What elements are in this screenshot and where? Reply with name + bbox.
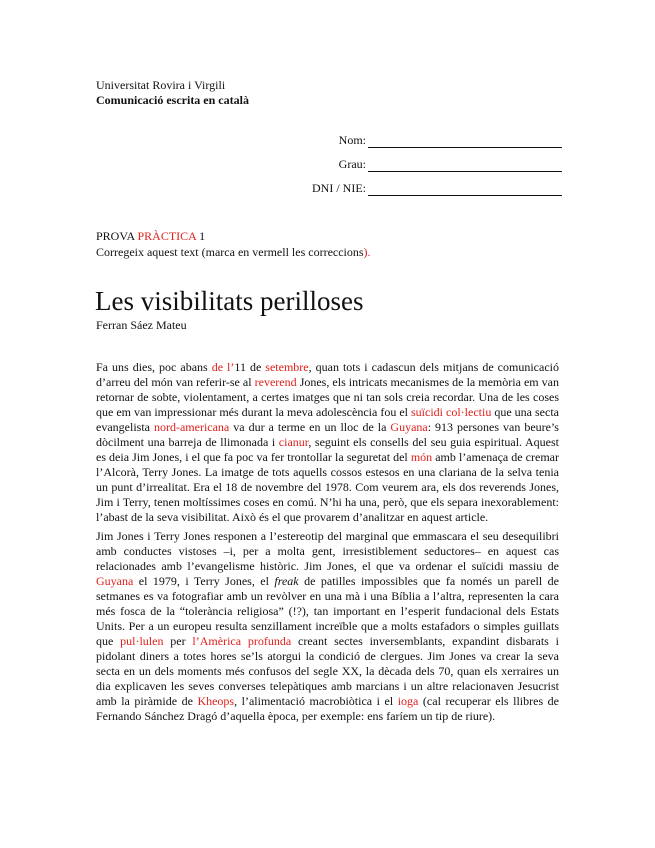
text-run: el 1979, i Terry Jones, el [133,574,275,588]
id-label: DNI / NIE: [312,181,366,195]
corrected-text: món [410,450,433,464]
text-run: va dur a terme en un lloc de la [229,420,391,434]
instruction-correction: ). [363,245,371,259]
corrected-text: de l’ [211,360,235,374]
text-run: de patilles impossibles que fa només un parell de setmanes es va fotografiar amb un revòlver en una mà i una Bíblia a l’altra, representen la cara més fosca de la “tolerància religiosa” (!?), tan important en l’esperit fundacional dels Estats Units. Per a un europeu resulta senzillament increïble que a molts estafadors o simples guillats que [96,574,559,648]
text-run: freak [274,574,299,588]
text-run: Jones, els intricats mecanismes de la memòria em van retornar de sobte, violentament, a certes imatges que ni tan sols creia recordar. Una de les coses que em van impressionar més durant la meva adolescència fou el [96,375,560,419]
corrected-text: ioga [397,694,419,708]
corrected-text: suïcidi col·lectiu [411,405,492,419]
document-header [96,78,249,108]
grade-blank-line [368,158,562,172]
practica-label: PRÀCTICA [137,229,197,243]
paragraph-1 [96,360,559,525]
student-fields [300,128,562,200]
text-run: , quan tots i cadascun dels mitjans de comunicació d’arreu del món van referir-se al [96,360,559,389]
university-name: Universitat Rovira i Virgili [96,78,226,92]
exercise-instruction [96,244,371,260]
corrected-text: pul·lulen [120,634,164,648]
text-run: : 913 persones van beure’s dòcilment una barreja de llimonada i [96,420,559,449]
corrected-text: setembre [265,360,309,374]
corrected-text: Guyana [390,420,428,434]
name-label: Nom: [338,133,366,147]
exercise-title [96,228,371,244]
name-field [300,128,562,148]
paragraph-2 [96,529,559,724]
article-title: Les visibilitats perilloses [95,286,364,316]
prova-label: PROVA [96,229,135,243]
grade-label: Grau: [338,157,366,171]
article-author: Ferran Sáez Mateu [96,318,187,332]
id-blank-line [368,182,562,196]
instruction-text: Corregeix aquest text (marca en vermell les correccions [96,245,364,259]
text-run: Jim Jones i Terry Jones responen a l’estereotip del marginal que emmascara el seu desequilibri amb conductes vistoses –i, per a molta gent, irresistiblement seductores– en aquest cas relacionades amb l’evangelisme històric. Jim Jones, el que va ordenar el suïcidi massiu de [96,529,559,573]
corrected-text: reverend [254,375,297,389]
text-run: per [163,634,193,648]
text-run: 11 de [234,360,266,374]
exercise-number: 1 [199,229,206,243]
course-name: Comunicació escrita en català [96,93,249,107]
text-run: creant sectes inversemblants, expandint disbarats i pidolant diners a totes hores se’ls atorgui la condició de clergues. Jim Jones va crear la seva secta en un dels moments més confusos del segle XX, la dècada dels 70, quan els xerraires un dia explicaven les seves converses telepàtiques amb marcians i un altre relacionaven Jesucrist amb la piràmide de [96,634,559,708]
text-run: que una secta evangelista [96,405,559,434]
corrected-text: Guyana [96,574,134,588]
text-run: (cal recuperar els llibres de Fernando Sánchez Dragó d’aquella època, per exemple: ens faríem un tip de riure). [96,694,559,723]
corrected-text: Kheops [197,694,235,708]
text-run: Fa uns dies, poc abans [96,360,212,374]
text-run: amb l’amenaça de cremar l’Alcorà, Terry Jones. La imatge de tots aquells cossos estesos en una clariana de la selva tenia un punt d’irrealitat. Era el 18 de novembre del 1978. Com veurem ara, els dos reverends Jones, Jim i Terry, tenen moltíssimes coses en comú. N’hi ha una, però, que els separa inexorablement: l’abast de la seva visibilitat. Això és el que provarem d’analitzar en aquest article. [96,450,559,524]
text-run: , l’alimentació macrobiòtica i el [234,694,398,708]
text-run: , seguint els consells del seu guia espiritual. Aquest es deia Jim Jones, i el que fa poc va fer trontollar la seguretat del [96,435,559,464]
corrected-text: cianur [278,435,309,449]
grade-field [300,152,562,172]
id-field [300,176,562,196]
exercise-header [96,228,371,260]
corrected-text: nord-americana [153,420,230,434]
name-blank-line [368,134,562,148]
corrected-text: l’Amèrica profunda [192,634,292,648]
article-body [96,360,559,728]
